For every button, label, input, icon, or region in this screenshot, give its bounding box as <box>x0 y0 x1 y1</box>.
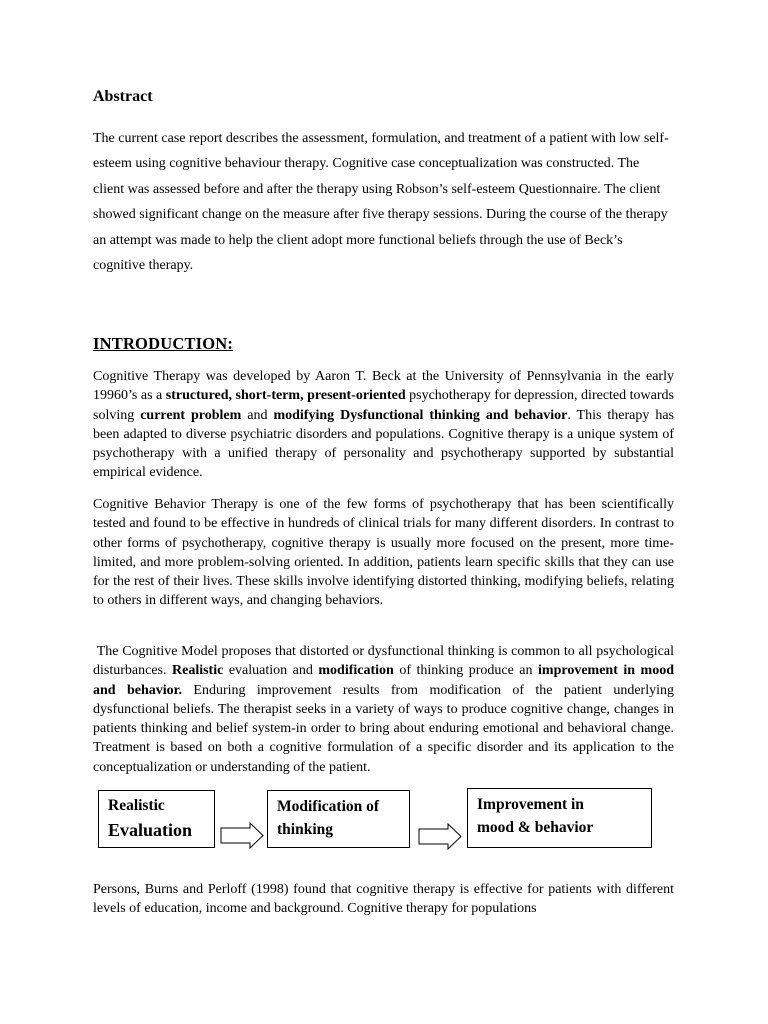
bold-phrase: current problem <box>140 407 242 423</box>
right-arrow-icon <box>418 823 462 851</box>
bold-phrase: Realistic <box>172 663 224 679</box>
box2-line2: thinking <box>277 821 334 838</box>
box1-line1: Realistic <box>108 797 165 814</box>
text-run: evaluation and <box>223 663 319 679</box>
box3-line1: Improvement in <box>477 796 584 813</box>
text-run: psychotherapy for depression, directed towards solving <box>93 388 674 423</box>
text-run: The Cognitive Model proposes that distorted or dysfunctional thinking is common to all psychological disturbances. <box>93 644 674 679</box>
bold-phrase: structured, short-term, present-oriented <box>165 388 406 404</box>
text-run: Enduring improvement results from modification of the patient underlying dysfunctional beliefs. The therapist seeks in a variety of ways to produce cognitive change, changes in patients thinking and belief system-in order to bring about enduring emotional and behavioral change. Treatment is based on both a cognitive formulation of a specific disorder and its application to the conceptualization or understanding of the patient. <box>93 682 674 775</box>
introduction-paragraph-1 <box>93 367 674 483</box>
abstract-body: The current case report describes the assessment, formulation, and treatment of a patient with low self-esteem using cognitive behaviour therapy. Cognitive case conceptualization was constructed. The client was assessed before and after the therapy using Robson’s self-esteem Questionnaire. The client showed significant change on the measure after five therapy sessions. During the course of the therapy an attempt was made to help the client adopt more functional beliefs through the use of Beck’s cognitive therapy. <box>93 131 669 274</box>
box1-line2: Evaluation <box>108 820 193 840</box>
bold-phrase: modifying Dysfunctional thinking and behavior <box>273 407 568 423</box>
diagram-box-improvement-in-mood <box>467 788 652 848</box>
abstract-heading: Abstract <box>93 88 153 105</box>
right-arrow-icon <box>220 822 264 850</box>
introduction-paragraph-3 <box>93 642 674 777</box>
box3-line2: mood & behavior <box>477 819 594 836</box>
text-run: Cognitive Therapy was developed by Aaron T. Beck at the University of Pennsylvania in the early 19960’s as a <box>93 369 674 404</box>
diagram-box-realistic-evaluation <box>98 790 215 848</box>
text-run: of thinking produce an <box>393 663 539 679</box>
bold-phrase: modification <box>318 663 394 679</box>
introduction-paragraph-4: Persons, Burns and Perloff (1998) found that cognitive therapy is effective for patients with different levels of education, income and background. Cognitive therapy for populations <box>93 882 674 917</box>
box2-line1: Modification of <box>277 798 380 815</box>
text-run: and <box>241 407 274 423</box>
bold-phrase: improvement in mood and behavior. <box>93 663 675 698</box>
introduction-paragraph-2: Cognitive Behavior Therapy is one of the few forms of psychotherapy that has been scientifically tested and found to be effective in hundreds of clinical trials for many different disorders. In contrast to other forms of psychotherapy, cognitive therapy is usually more focused on the present, more time-limited, and more problem-solving oriented. In addition, patients learn specific skills that they can use for the rest of their lives. These skills involve identifying distorted thinking, modifying beliefs, relating to others in different ways, and changing behaviors. <box>93 497 674 609</box>
introduction-heading: INTRODUCTION: <box>93 334 234 353</box>
diagram-box-modification-of-thinking <box>267 790 410 848</box>
text-run: . This therapy has been adapted to diverse psychiatric disorders and populations. Cognitive therapy is a unique system of psychotherapy with a unified therapy of personality and psychotherapy supported by substantial empirical evidence. <box>93 407 674 481</box>
